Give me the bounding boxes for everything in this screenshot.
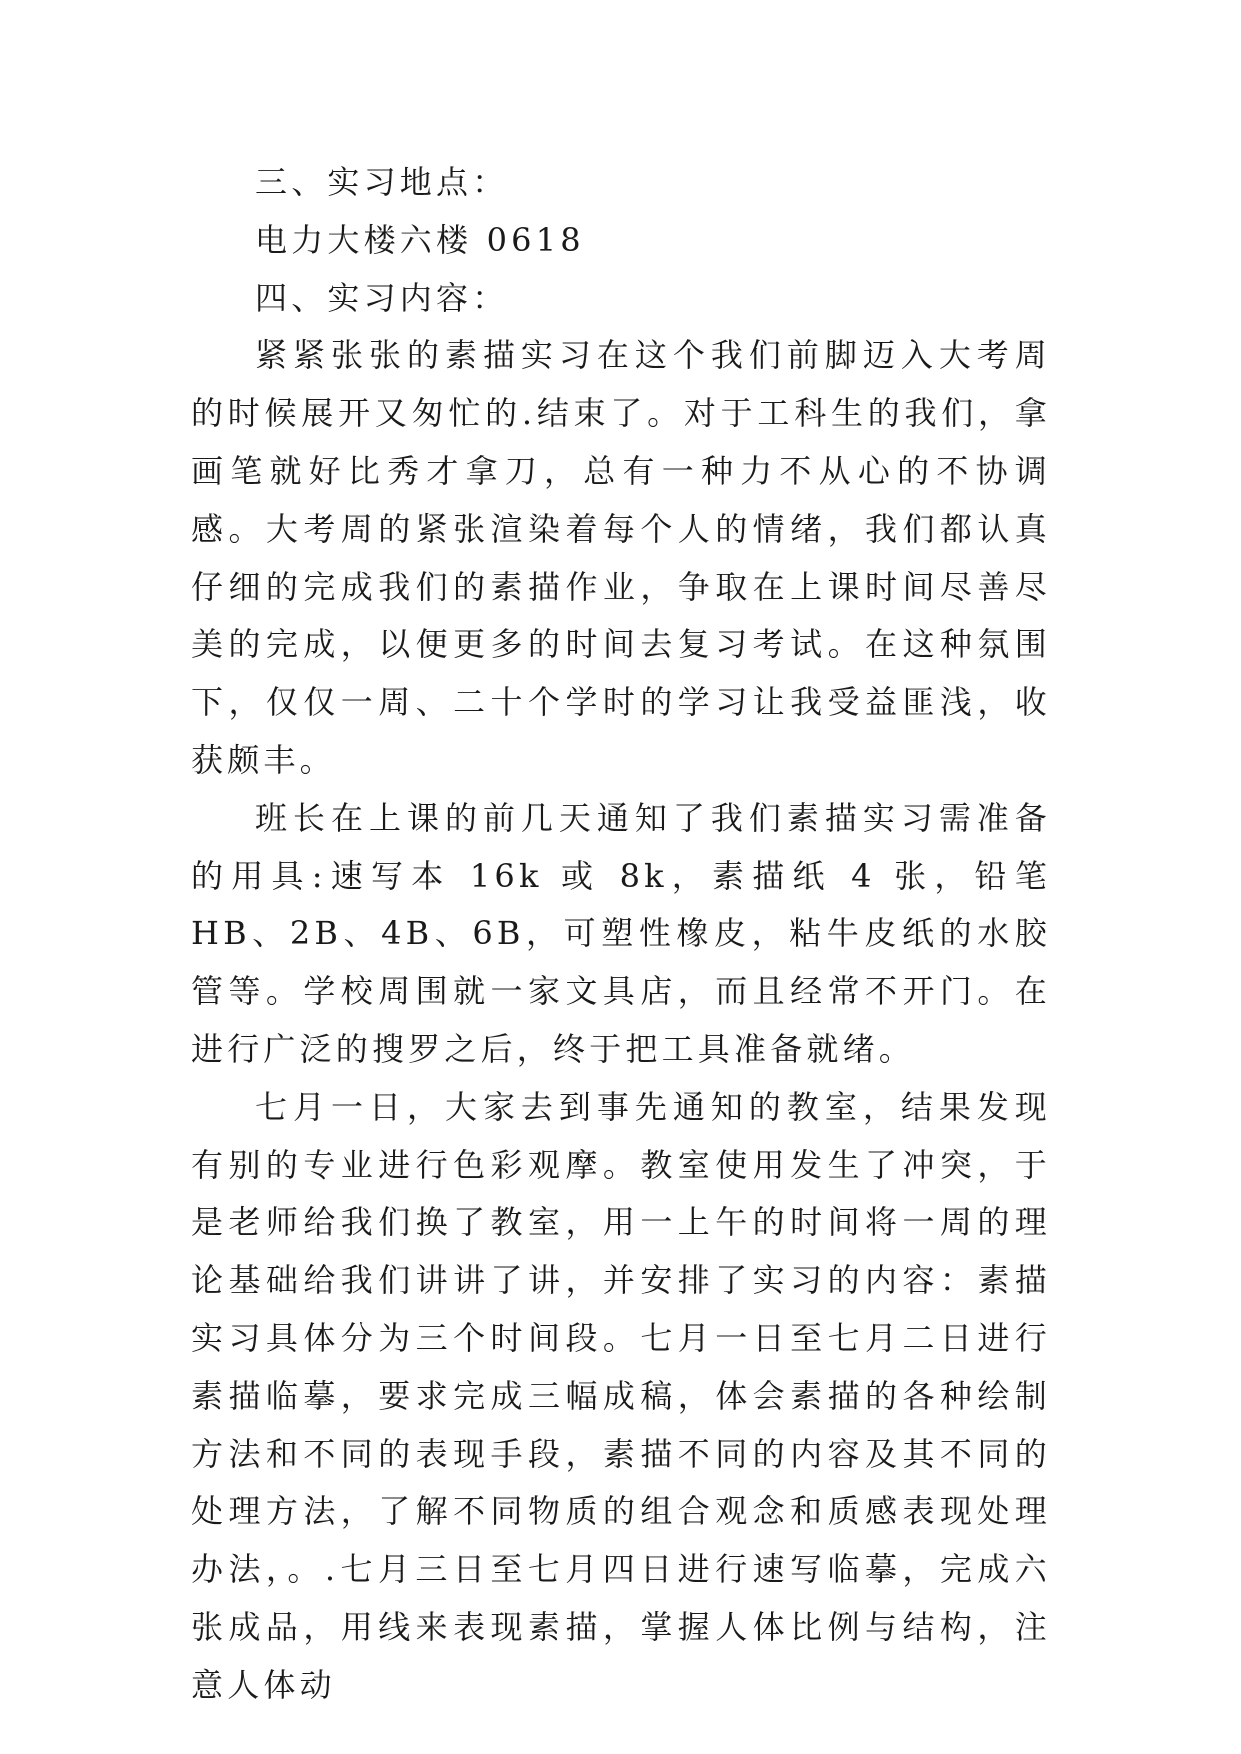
location-text: 电力大楼六楼 0618 bbox=[255, 220, 585, 259]
section-heading-location: 三、实习地点： bbox=[255, 163, 509, 201]
document-body bbox=[191, 154, 1051, 1715]
paragraph-materials: 班长在上课的前几天通知了我们素描实习需准备的用具:速写本 16k 或 8k，素描纸 4 张，铅笔 HB、2B、4B、6B，可塑性橡皮，粘牛皮纸的水胶管等。学校周围就一家文具店，而且经常不开门。在进行广泛的搜罗之后，终于把工具准备就绪。 bbox=[191, 798, 1051, 1068]
paragraph-schedule: 七月一日，大家去到事先通知的教室，结果发现有别的专业进行色彩观摩。教室使用发生了冲突，于是老师给我们换了教室，用一上午的时间将一周的理论基础给我们讲讲了讲，并安排了实习的内容：素描实习具体分为三个时间段。七月一日至七月二日进行素描临摹，要求完成三幅成稿，体会素描的各种绘制方法和不同的表现手段，素描不同的内容及其不同的处理方法，了解不同物质的组合观念和质感表现处理办法，。.七月三日至七月四日进行速写临摹，完成六张成品，用线来表现素描，掌握人体比例与结构，注意人体动 bbox=[191, 1087, 1051, 1704]
section-heading-content: 四、实习内容： bbox=[255, 278, 509, 317]
paragraph-intro: 紧紧张张的素描实习在这个我们前脚迈入大考周的时候展开又匆忙的.结束了。对于工科生的我们，拿画笔就好比秀才拿刀，总有一种力不从心的不协调感。大考周的紧张渲染着每个人的情绪，我们都认真仔细的完成我们的素描作业，争取在上课时间尽善尽美的完成，以便更多的时间去复习考试。在这种氛围下，仅仅一周、二十个学时的学习让我受益匪浅，收获颇丰。 bbox=[191, 336, 1051, 779]
